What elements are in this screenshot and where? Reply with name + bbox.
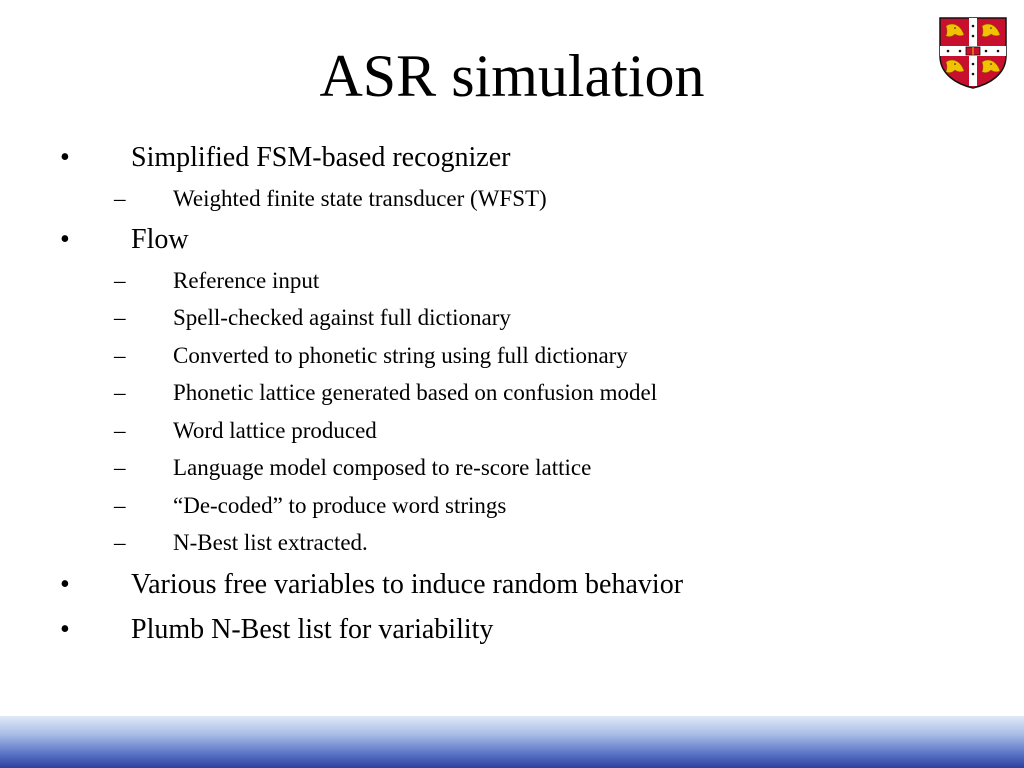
footer-gradient-bar: [0, 716, 1024, 768]
sub-bullet-text: Reference input: [173, 268, 320, 293]
bullet-marker: •: [60, 614, 70, 645]
dash-marker: –: [114, 380, 126, 405]
bullet-marker: •: [60, 569, 70, 600]
bullet-marker: •: [60, 142, 70, 173]
bullet-text: Various free variables to induce random behavior: [131, 569, 684, 600]
dash-marker: –: [114, 305, 126, 330]
sub-bullet-text: N-Best list extracted.: [173, 530, 368, 555]
sub-bullet-text: Converted to phonetic string using full dictionary: [173, 343, 628, 368]
dash-marker: –: [114, 530, 126, 555]
dash-marker: –: [114, 455, 126, 480]
dash-marker: –: [114, 268, 126, 293]
bullet-text: Simplified FSM-based recognizer: [131, 142, 511, 173]
dash-marker: –: [114, 418, 126, 443]
bullet-text: Plumb N-Best list for variability: [131, 614, 494, 645]
slide-title: ASR simulation: [319, 43, 705, 109]
bullet-text: Flow: [131, 224, 189, 255]
sub-bullet-text: Phonetic lattice generated based on confusion model: [173, 380, 658, 405]
sub-bullet-text: “De-coded” to produce word strings: [173, 493, 507, 518]
sub-bullet-text: Word lattice produced: [173, 418, 377, 443]
sub-bullet-text: Language model composed to re-score lattice: [173, 455, 592, 480]
sub-bullet-text: Weighted finite state transducer (WFST): [173, 186, 547, 211]
dash-marker: –: [114, 186, 126, 211]
dash-marker: –: [114, 493, 126, 518]
bullet-marker: •: [60, 224, 70, 255]
dash-marker: –: [114, 343, 126, 368]
sub-bullet-text: Spell-checked against full dictionary: [173, 305, 511, 330]
